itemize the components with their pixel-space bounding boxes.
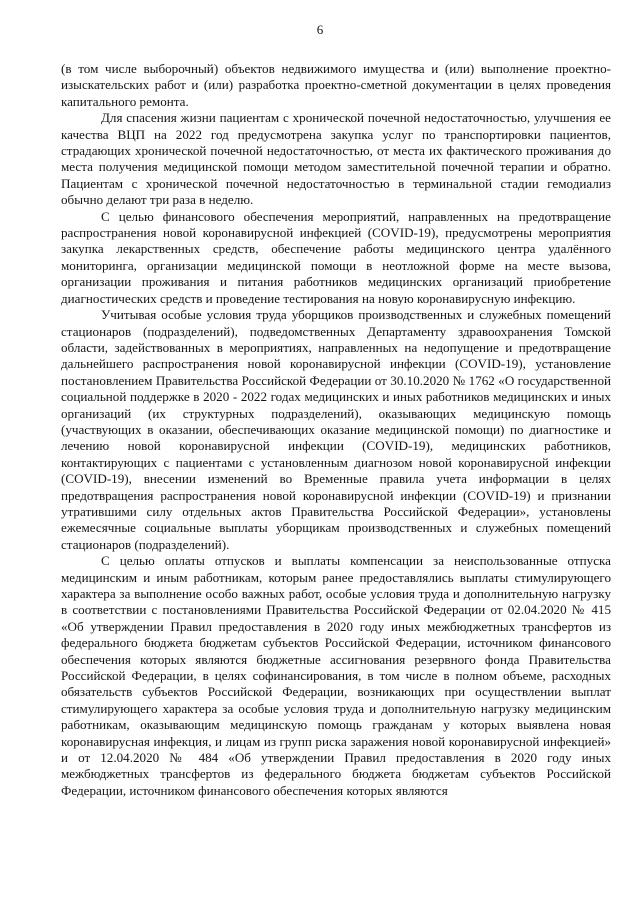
page-number: 6 [316,22,324,37]
paragraph-continuation: (в том числе выборочный) объектов недвижимого имущества и (или) выполнение проектно-изыскательских работ и (или) разработка проектно-сметной документации в целях проведения капитального ремонта. [61,61,611,109]
paragraph-cleaner-payments: Учитывая особые условия труда уборщиков производственных и служебных помещений стационаров (подразделений), подведомственных Департаменту здравоохранения Томской области, задействованных в мероприятиях, направленных на недопущение и предотвращение дальнейшего распространения новой коронавирусной инфекции (COVID-19), установление постановлением Правительства Российской Федерации от 30.10.2020 № 1762 «О государственной социальной поддержке в 2020 - 2022 годах медицинских и иных работников медицинских и иных организаций (их структурных подразделений), оказывающих медицинскую помощь (участвующих в оказании, обеспечивающих оказание медицинской помощи) по диагностике и лечению новой коронавирусной инфекции (COVID-19), медицинских работников, контактирующих с пациентами с установленным диагнозом новой коронавирусной инфекции (COVID-19), внесении изменений во Временные правила учета информации в целях предотвращения распространения новой коронавирусной инфекции (COVID-19) и признании утратившими силу отдельных актов Правительства Российской Федерации», установлены ежемесячные социальные выплаты уборщикам производственных и служебных помещений стационаров (подразделений). [61,307,611,552]
paragraph-dialysis-transport: Для спасения жизни пациентам с хронической почечной недостаточностью, улучшения ее качества ВЦП на 2022 год предусмотрена закупка услуг по транспортировки пациентов, страдающих хронической почечной недостаточностью, от места их фактического проживания до места получения медицинской помощи методом заместительной почечной терапии и обратно. Пациентам с хронической почечной недостаточностью в терминальной стадии гемодиализ обычно делают три раза в неделю. [61,110,611,208]
paragraph-vacation-compensation: С целью оплаты отпусков и выплаты компенсации за неиспользованные отпуска медицинским и иным работникам, которым ранее предоставлялись выплаты стимулирующего характера за выполнение особо важных работ, особые условия труда и дополнительную нагрузку в соответствии с постановлениями Правительства Российской Федерации от 02.04.2020 № 415 «Об утверждении Правил предоставления в 2020 году иных межбюджетных трансфертов из федерального бюджета бюджетам субъектов Российской Федерации, источником финансового обеспечения которых являются бюджетные ассигнования резервного фонда Правительства Российской Федерации, в целях софинансирования, в том числе в полном объеме, расходных обязательств субъектов Российской Федерации, возникающих при осуществлении выплат стимулирующего характера за особые условия труда и дополнительную нагрузку медицинским работникам, оказывающим медицинскую помощь гражданам у которых выявлена новая коронавирусная инфекция, и лицам из групп риска заражения новой коронавирусной инфекцией» и от 12.04.2020 № 484 «Об утверждении Правил предоставления в 2020 году иных межбюджетных трансфертов из федерального бюджета бюджетам субъектов Российской Федерации, источником финансового обеспечения которых являются [61,553,611,798]
paragraph-covid-financing: С целью финансового обеспечения мероприятий, направленных на предотвращение распространения новой коронавирусной инфекцией (COVID-19), предусмотрены мероприятия закупка лекарственных средств, обеспечение работы медицинского центра удалённого мониторинга, организации медицинской помощи в неотложной форме на месте вызова, организации проживания и питания работников медицинских организаций приобретение диагностических средств и проведение тестирования на новую коронавирусную инфекцию. [61,208,611,306]
document-body [61,61,611,799]
